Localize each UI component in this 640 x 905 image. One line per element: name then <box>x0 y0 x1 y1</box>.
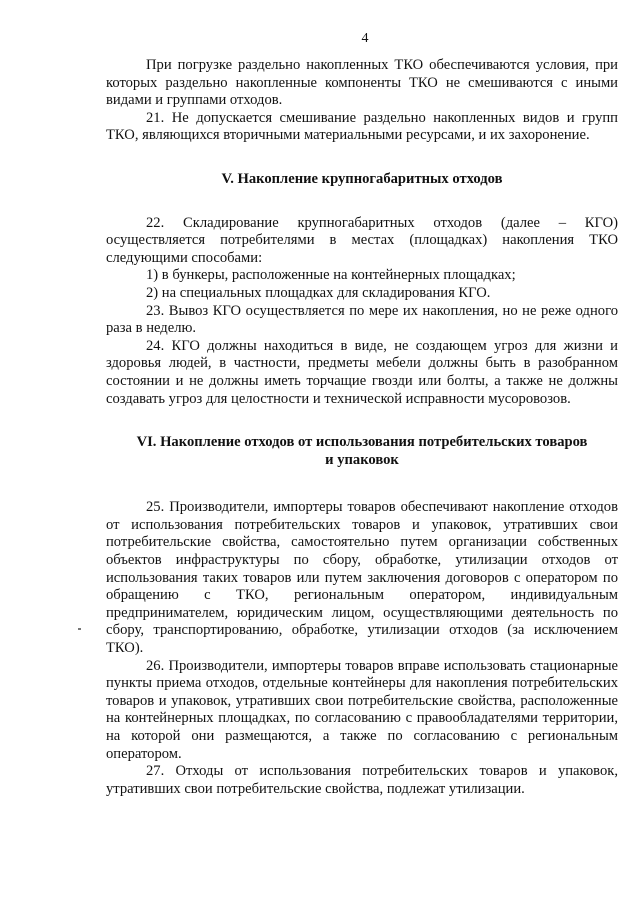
spacer <box>106 469 618 499</box>
paragraph-26: 26. Производители, импортеры товаров вправе использовать стационарные пункты приема отходов, отдельные контейнеры для накопления потребительских товаров и упаковок, утративших свои потребительские свойства, расположенные на контейнерных площадках, по согласованию с правообладателями территории, на которой они размещаются, а также по согласованию с региональным оператором. <box>106 657 618 762</box>
paragraph-25: 25. Производители, импортеры товаров обеспечивают накопление отходов от использования потребительских товаров и упаковок, утративших свои потребительские свойства, самостоятельно путем организации собственных объектов инфраструктуры по сбору, обработке, утилизации отходов от использования таких товаров или путем заключения договоров с оператором по обращению с ТКО, региональным оператором, индивидуальным предпринимателем, юридическим лицом, осуществляющими деятельность по сбору, транспортированию, обработке, утилизации отходов (за исключением ТКО). <box>106 499 618 657</box>
paragraph-22-item-2: 2) на специальных площадках для складирования КГО. <box>146 284 491 301</box>
paragraph-23: 23. Вывоз КГО осуществляется по мере их накопления, но не реже одного раза в неделю. <box>106 302 618 337</box>
paragraph-27: 27. Отходы от использования потребительских товаров и упаковок, утративших свои потребительские свойства, подлежат утилизации. <box>106 763 618 797</box>
paragraph-21: 21. Не допускается смешивание раздельно накопленных видов и групп ТКО, являющихся вторичными материальными ресурсами, и их захоронение. <box>106 109 618 144</box>
paragraph-24: 24. КГО должны находиться в виде, не создающем угроз для жизни и здоровья людей, в частности, предметы мебели должны быть в разобранном состоянии и не должны иметь торчащие гвозди или болты, а также не должны создавать угроз для целостности и технической исправности мусоровозов. <box>106 337 618 407</box>
section-6-heading-line-2: и упаковок <box>325 451 399 468</box>
paragraph-22: 22. Складирование крупногабаритных отходов (далее – КГО) осуществляется потребителями в местах (площадках) накопления ТКО следующими способами: <box>106 214 618 266</box>
spacer <box>106 145 618 171</box>
page-number: 4 <box>361 31 369 46</box>
paragraph-loading-conditions: При погрузке раздельно накопленных ТКО обеспечиваются условия, при которых раздельно накопленные компоненты ТКО не смешиваются с иными видами и группами отходов. <box>106 57 618 109</box>
section-6-heading <box>106 434 618 469</box>
spacer <box>106 189 618 215</box>
spacer <box>106 408 618 434</box>
document-page <box>106 30 618 798</box>
section-5-heading: V. Накопление крупногабаритных отходов <box>221 170 503 187</box>
paragraph-22-item-1: 1) в бункеры, расположенные на контейнерных площадках; <box>146 267 516 284</box>
section-6-heading-line-1: VI. Накопление отходов от использования потребительских товаров <box>136 434 588 451</box>
scan-mark <box>78 628 81 630</box>
